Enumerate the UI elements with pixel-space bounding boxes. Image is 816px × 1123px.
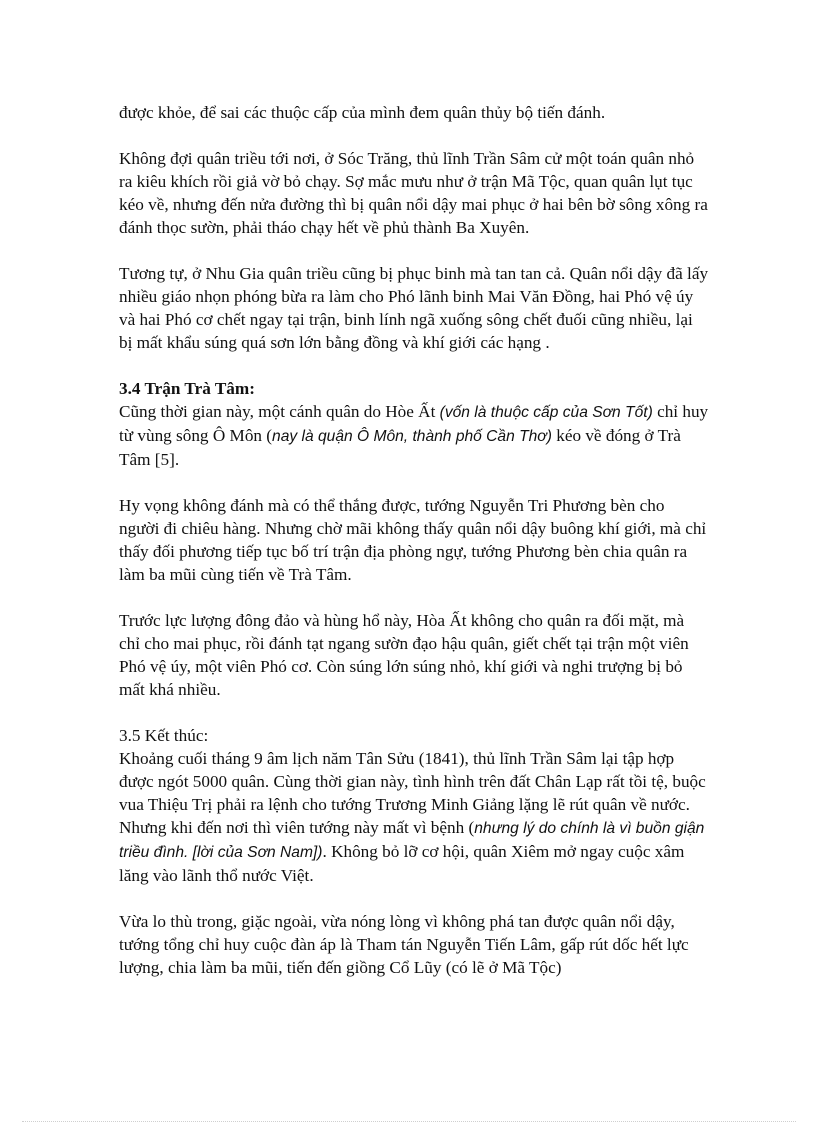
paragraph-1: được khỏe, để sai các thuộc cấp của mình đem quân thủy bộ tiến đánh. xyxy=(119,103,606,122)
paragraph-4-italic-note-2: nay là quận Ô Môn, thành phố Cần Thơ) xyxy=(272,428,552,445)
paragraph-4-text-a: Cũng thời gian này, một cánh quân do Hòe Ất xyxy=(119,402,440,421)
paragraph-4-text-e: kéo về đóng ở Trà Tâm [5]. xyxy=(119,426,681,469)
paragraph-5: Hy vọng không đánh mà có thể thắng được, tướng Nguyễn Tri Phương bèn cho người đi chiêu hàng. Nhưng chờ mãi không thấy quân nổi dậy buông khí giới, mà chỉ thấy đối phương tiếp tục bố trí trận địa phòng ngự, tướng Phương bèn chia quân ra làm ba mũi cùng tiến về Trà Tâm. xyxy=(119,496,707,584)
paragraph-3: Tương tự, ở Nhu Gia quân triều cũng bị phục binh mà tan tan cả. Quân nổi dậy đã lấy nhiều giáo nhọn phóng bừa ra làm cho Phó lãnh binh Mai Văn Đồng, hai Phó vệ úy và hai Phó cơ chết ngay tại trận, binh lính ngã xuống sông chết đuối cũng nhiều, lại bị mất khẩu súng quá sơn lớn bằng đồng và khí giới các hạng . xyxy=(119,264,709,352)
paragraph-7-italic-note: nhưng lý do chính là vì buồn giận triều đình. [lời của Sơn Nam]) xyxy=(119,820,705,861)
paragraph-7-text-a: Khoảng cuối tháng 9 âm lịch năm Tân Sửu (1841), thủ lĩnh Trần Sâm lại tập hợp được ngót 5000 quân. Cùng thời gian này, tình hình trên đất Chân Lạp rất tồi tệ, buộc vua Thiệu Trị phải ra lệnh cho tướng Trương Minh Giảng lặng lẽ rút quân về nước. Nhưng khi đến nơi thì viên tướng này mất vì bệnh ( xyxy=(119,749,706,837)
document-body xyxy=(119,101,709,979)
paragraph-8: Vừa lo thù trong, giặc ngoài, vừa nóng lòng vì không phá tan được quân nổi dậy, tướng tổng chỉ huy cuộc đàn áp là Tham tán Nguyễn Tiến Lâm, gấp rút dốc hết lực lượng, chia làm ba mũi, tiến đến giồng Cổ Lũy (có lẽ ở Mã Tộc) xyxy=(119,912,689,977)
paragraph-4-italic-note-1: (vốn là thuộc cấp của Sơn Tốt) xyxy=(439,404,653,421)
section-heading-3-5: 3.5 Kết thúc: xyxy=(119,726,209,745)
paragraph-2: Không đợi quân triều tới nơi, ở Sóc Trăng, thủ lĩnh Trần Sâm cử một toán quân nhỏ ra kiêu khích rồi giả vờ bỏ chạy. Sợ mắc mưu như ở trận Mã Tộc, quan quân lụt tục kéo về, nhưng đến nửa đường thì bị quân nổi dậy mai phục ở hai bên bờ sông xông ra đánh thọc sườn, phải tháo chạy hết về phủ thành Ba Xuyên. xyxy=(119,149,708,237)
page-bottom-rule xyxy=(22,1121,796,1122)
paragraph-7 xyxy=(119,747,709,887)
paragraph-6: Trước lực lượng đông đảo và hùng hổ này, Hòa Ất không cho quân ra đối mặt, mà chỉ cho mai phục, rồi đánh tạt ngang sườn đạo hậu quân, giết chết tại trận một viên Phó vệ úy, một viên Phó cơ. Còn súng lớn súng nhỏ, khí giới và nghi trượng bị bỏ mất khá nhiều. xyxy=(119,611,689,699)
paragraph-4 xyxy=(119,400,709,471)
paragraph-4-text-c: chỉ huy từ vùng sông Ô Môn ( xyxy=(119,402,709,445)
paragraph-7-text-c: . Không bỏ lỡ cơ hội, quân Xiêm mở ngay cuộc xâm lăng vào lãnh thổ nước Việt. xyxy=(119,842,685,885)
section-heading-3-4: 3.4 Trận Trà Tâm: xyxy=(119,379,255,398)
